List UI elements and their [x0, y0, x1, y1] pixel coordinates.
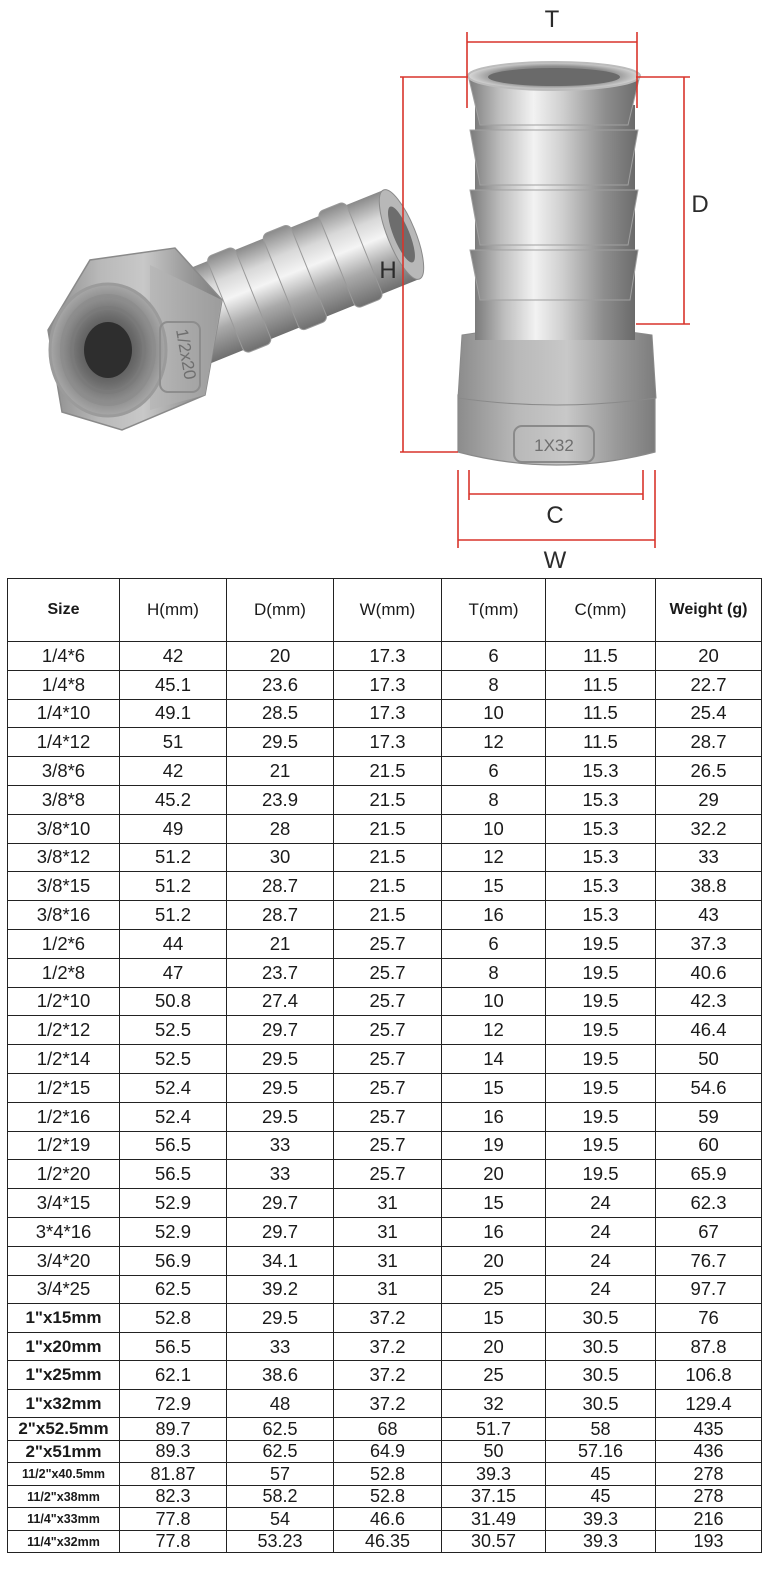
cell-t: 25 — [442, 1275, 546, 1304]
table-row — [8, 1508, 762, 1531]
cell-t: 15 — [442, 1304, 546, 1333]
cell-c: 45 — [546, 1485, 656, 1508]
cell-w: 25.7 — [334, 1102, 442, 1131]
table-row — [8, 1304, 762, 1333]
cell-size: 11/2"x40.5mm — [8, 1463, 120, 1486]
cell-size: 1/2*12 — [8, 1016, 120, 1045]
cell-d: 29.7 — [227, 1217, 334, 1246]
cell-h: 49 — [120, 814, 227, 843]
header-d: D(mm) — [227, 579, 334, 642]
cell-weight: 216 — [656, 1508, 762, 1531]
header-w: W(mm) — [334, 579, 442, 642]
cell-c: 15.3 — [546, 843, 656, 872]
cell-t: 50 — [442, 1440, 546, 1463]
cell-c: 15.3 — [546, 785, 656, 814]
table-row — [8, 1275, 762, 1304]
cell-size: 1/4*10 — [8, 699, 120, 728]
cell-c: 19.5 — [546, 1016, 656, 1045]
cell-w: 25.7 — [334, 1016, 442, 1045]
cell-c: 15.3 — [546, 757, 656, 786]
header-weight: Weight (g) — [656, 579, 762, 642]
cell-size: 1"x15mm — [8, 1304, 120, 1333]
table-row — [8, 872, 762, 901]
cell-w: 52.8 — [334, 1485, 442, 1508]
table-row — [8, 958, 762, 987]
table-row — [8, 1389, 762, 1418]
cell-d: 28 — [227, 814, 334, 843]
cell-d: 29.5 — [227, 728, 334, 757]
cell-d: 62.5 — [227, 1440, 334, 1463]
cell-c: 11.5 — [546, 670, 656, 699]
cell-size: 3/8*15 — [8, 872, 120, 901]
cell-weight: 59 — [656, 1102, 762, 1131]
product-photo — [0, 0, 771, 572]
cell-w: 31 — [334, 1275, 442, 1304]
cell-h: 51.2 — [120, 843, 227, 872]
cell-c: 11.5 — [546, 699, 656, 728]
cell-size: 3/8*8 — [8, 785, 120, 814]
cell-h: 51.2 — [120, 901, 227, 930]
cell-w: 21.5 — [334, 757, 442, 786]
cell-w: 37.2 — [334, 1332, 442, 1361]
cell-d: 23.9 — [227, 785, 334, 814]
table-row — [8, 728, 762, 757]
cell-h: 52.4 — [120, 1102, 227, 1131]
cell-weight: 28.7 — [656, 728, 762, 757]
right-fitting — [458, 62, 656, 465]
cell-t: 6 — [442, 757, 546, 786]
cell-c: 11.5 — [546, 728, 656, 757]
cell-h: 56.5 — [120, 1332, 227, 1361]
table-row — [8, 1530, 762, 1553]
table-row — [8, 1045, 762, 1074]
cell-h: 52.9 — [120, 1217, 227, 1246]
table-row — [8, 901, 762, 930]
cell-c: 15.3 — [546, 901, 656, 930]
cell-size: 1"x20mm — [8, 1332, 120, 1361]
cell-size: 1"x25mm — [8, 1361, 120, 1390]
cell-t: 6 — [442, 642, 546, 671]
cell-w: 37.2 — [334, 1304, 442, 1333]
cell-weight: 42.3 — [656, 987, 762, 1016]
cell-d: 48 — [227, 1389, 334, 1418]
cell-c: 19.5 — [546, 1160, 656, 1189]
hose-barb-diagram — [0, 0, 771, 572]
cell-d: 29.5 — [227, 1073, 334, 1102]
cell-c: 24 — [546, 1246, 656, 1275]
cell-w: 21.5 — [334, 901, 442, 930]
cell-c: 30.5 — [546, 1361, 656, 1390]
cell-c: 15.3 — [546, 814, 656, 843]
cell-t: 51.7 — [442, 1418, 546, 1441]
cell-d: 23.6 — [227, 670, 334, 699]
table-row — [8, 1361, 762, 1390]
cell-weight: 40.6 — [656, 958, 762, 987]
cell-h: 45.2 — [120, 785, 227, 814]
cell-t: 16 — [442, 901, 546, 930]
cell-c: 19.5 — [546, 1102, 656, 1131]
cell-weight: 46.4 — [656, 1016, 762, 1045]
cell-weight: 193 — [656, 1530, 762, 1553]
cell-size: 11/4"x32mm — [8, 1530, 120, 1553]
cell-w: 25.7 — [334, 1131, 442, 1160]
cell-t: 10 — [442, 987, 546, 1016]
cell-h: 51.2 — [120, 872, 227, 901]
cell-h: 52.9 — [120, 1189, 227, 1218]
cell-t: 20 — [442, 1332, 546, 1361]
cell-h: 50.8 — [120, 987, 227, 1016]
cell-size: 1/2*10 — [8, 987, 120, 1016]
cell-weight: 97.7 — [656, 1275, 762, 1304]
cell-t: 12 — [442, 1016, 546, 1045]
cell-d: 23.7 — [227, 958, 334, 987]
cell-size: 1/2*19 — [8, 1131, 120, 1160]
cell-w: 21.5 — [334, 785, 442, 814]
table-row — [8, 1440, 762, 1463]
header-t: T(mm) — [442, 579, 546, 642]
cell-h: 45.1 — [120, 670, 227, 699]
cell-t: 8 — [442, 958, 546, 987]
cell-t: 19 — [442, 1131, 546, 1160]
cell-c: 19.5 — [546, 1073, 656, 1102]
cell-c: 19.5 — [546, 987, 656, 1016]
cell-size: 1/2*16 — [8, 1102, 120, 1131]
cell-d: 54 — [227, 1508, 334, 1531]
cell-h: 89.3 — [120, 1440, 227, 1463]
cell-w: 21.5 — [334, 814, 442, 843]
cell-size: 3/8*16 — [8, 901, 120, 930]
cell-t: 8 — [442, 670, 546, 699]
cell-w: 31 — [334, 1189, 442, 1218]
cell-c: 24 — [546, 1217, 656, 1246]
cell-t: 6 — [442, 929, 546, 958]
cell-c: 30.5 — [546, 1332, 656, 1361]
spec-table-header — [8, 579, 762, 642]
cell-t: 16 — [442, 1217, 546, 1246]
cell-size: 2"x51mm — [8, 1440, 120, 1463]
cell-size: 1/4*6 — [8, 642, 120, 671]
cell-c: 15.3 — [546, 872, 656, 901]
spec-table — [7, 578, 762, 1553]
cell-d: 29.7 — [227, 1189, 334, 1218]
cell-h: 49.1 — [120, 699, 227, 728]
dim-label-c: C — [546, 502, 564, 529]
cell-t: 8 — [442, 785, 546, 814]
cell-size: 3/4*15 — [8, 1189, 120, 1218]
cell-t: 12 — [442, 843, 546, 872]
cell-t: 15 — [442, 1073, 546, 1102]
cell-h: 77.8 — [120, 1508, 227, 1531]
cell-weight: 20 — [656, 642, 762, 671]
header-size: Size — [8, 579, 120, 642]
cell-d: 33 — [227, 1160, 334, 1189]
cell-size: 3/8*6 — [8, 757, 120, 786]
table-row — [8, 814, 762, 843]
cell-size: 3/8*12 — [8, 843, 120, 872]
cell-h: 56.5 — [120, 1131, 227, 1160]
cell-d: 21 — [227, 929, 334, 958]
cell-size: 2"x52.5mm — [8, 1418, 120, 1441]
cell-weight: 87.8 — [656, 1332, 762, 1361]
cell-c: 58 — [546, 1418, 656, 1441]
cell-c: 30.5 — [546, 1304, 656, 1333]
cell-size: 1/2*14 — [8, 1045, 120, 1074]
cell-weight: 278 — [656, 1485, 762, 1508]
cell-size: 1/2*15 — [8, 1073, 120, 1102]
cell-t: 20 — [442, 1246, 546, 1275]
table-row — [8, 1131, 762, 1160]
cell-t: 10 — [442, 699, 546, 728]
cell-d: 53.23 — [227, 1530, 334, 1553]
cell-weight: 29 — [656, 785, 762, 814]
cell-h: 52.5 — [120, 1016, 227, 1045]
header-row — [8, 579, 762, 642]
cell-d: 29.5 — [227, 1102, 334, 1131]
cell-weight: 33 — [656, 843, 762, 872]
cell-t: 39.3 — [442, 1463, 546, 1486]
cell-size: 1/2*20 — [8, 1160, 120, 1189]
table-row — [8, 1332, 762, 1361]
cell-d: 28.7 — [227, 901, 334, 930]
right-stamp-text: 1X32 — [534, 436, 574, 455]
cell-size: 1"x32mm — [8, 1389, 120, 1418]
cell-weight: 54.6 — [656, 1073, 762, 1102]
table-row — [8, 1016, 762, 1045]
cell-c: 19.5 — [546, 958, 656, 987]
cell-h: 82.3 — [120, 1485, 227, 1508]
cell-c: 19.5 — [546, 1045, 656, 1074]
cell-size: 1/2*6 — [8, 929, 120, 958]
cell-t: 37.15 — [442, 1485, 546, 1508]
cell-weight: 278 — [656, 1463, 762, 1486]
cell-d: 39.2 — [227, 1275, 334, 1304]
cell-weight: 60 — [656, 1131, 762, 1160]
cell-w: 21.5 — [334, 872, 442, 901]
cell-weight: 38.8 — [656, 872, 762, 901]
cell-t: 25 — [442, 1361, 546, 1390]
table-row — [8, 670, 762, 699]
dim-label-w: W — [543, 547, 567, 572]
table-row — [8, 987, 762, 1016]
cell-d: 33 — [227, 1332, 334, 1361]
table-row — [8, 1418, 762, 1441]
cell-size: 3/4*20 — [8, 1246, 120, 1275]
cell-h: 81.87 — [120, 1463, 227, 1486]
dim-label-t: T — [544, 6, 560, 33]
cell-h: 42 — [120, 642, 227, 671]
cell-c: 39.3 — [546, 1508, 656, 1531]
cell-h: 52.5 — [120, 1045, 227, 1074]
cell-h: 62.1 — [120, 1361, 227, 1390]
cell-size: 3*4*16 — [8, 1217, 120, 1246]
cell-w: 46.6 — [334, 1508, 442, 1531]
cell-w: 52.8 — [334, 1463, 442, 1486]
header-h: H(mm) — [120, 579, 227, 642]
cell-h: 72.9 — [120, 1389, 227, 1418]
cell-h: 62.5 — [120, 1275, 227, 1304]
left-fitting — [48, 181, 434, 430]
spec-table-body — [8, 642, 762, 1553]
cell-h: 89.7 — [120, 1418, 227, 1441]
table-row — [8, 1189, 762, 1218]
cell-d: 38.6 — [227, 1361, 334, 1390]
table-row — [8, 1217, 762, 1246]
table-row — [8, 929, 762, 958]
cell-d: 62.5 — [227, 1418, 334, 1441]
cell-h: 42 — [120, 757, 227, 786]
cell-h: 56.5 — [120, 1160, 227, 1189]
cell-weight: 50 — [656, 1045, 762, 1074]
cell-w: 21.5 — [334, 843, 442, 872]
cell-h: 51 — [120, 728, 227, 757]
table-row — [8, 1485, 762, 1508]
cell-d: 21 — [227, 757, 334, 786]
cell-c: 39.3 — [546, 1530, 656, 1553]
cell-w: 68 — [334, 1418, 442, 1441]
table-row — [8, 642, 762, 671]
table-row — [8, 1160, 762, 1189]
cell-weight: 62.3 — [656, 1189, 762, 1218]
cell-c: 45 — [546, 1463, 656, 1486]
cell-w: 37.2 — [334, 1361, 442, 1390]
cell-d: 30 — [227, 843, 334, 872]
cell-t: 20 — [442, 1160, 546, 1189]
cell-d: 33 — [227, 1131, 334, 1160]
cell-c: 30.5 — [546, 1389, 656, 1418]
cell-size: 11/2"x38mm — [8, 1485, 120, 1508]
dim-label-d: D — [691, 191, 709, 218]
cell-weight: 76.7 — [656, 1246, 762, 1275]
table-row — [8, 1073, 762, 1102]
cell-t: 10 — [442, 814, 546, 843]
cell-size: 3/4*25 — [8, 1275, 120, 1304]
cell-t: 15 — [442, 872, 546, 901]
left-stamp-text: 1/2x20 — [172, 327, 200, 381]
cell-d: 29.7 — [227, 1016, 334, 1045]
cell-t: 12 — [442, 728, 546, 757]
cell-c: 19.5 — [546, 929, 656, 958]
cell-t: 16 — [442, 1102, 546, 1131]
cell-weight: 43 — [656, 901, 762, 930]
cell-w: 37.2 — [334, 1389, 442, 1418]
cell-weight: 436 — [656, 1440, 762, 1463]
cell-h: 56.9 — [120, 1246, 227, 1275]
cell-w: 31 — [334, 1246, 442, 1275]
cell-w: 25.7 — [334, 929, 442, 958]
table-row — [8, 1463, 762, 1486]
cell-weight: 37.3 — [656, 929, 762, 958]
cell-w: 17.3 — [334, 670, 442, 699]
cell-c: 19.5 — [546, 1131, 656, 1160]
cell-w: 31 — [334, 1217, 442, 1246]
cell-t: 31.49 — [442, 1508, 546, 1531]
cell-d: 29.5 — [227, 1304, 334, 1333]
cell-d: 28.5 — [227, 699, 334, 728]
cell-weight: 67 — [656, 1217, 762, 1246]
cell-d: 57 — [227, 1463, 334, 1486]
cell-c: 57.16 — [546, 1440, 656, 1463]
cell-h: 44 — [120, 929, 227, 958]
cell-t: 32 — [442, 1389, 546, 1418]
cell-weight: 65.9 — [656, 1160, 762, 1189]
cell-c: 24 — [546, 1275, 656, 1304]
cell-h: 52.8 — [120, 1304, 227, 1333]
table-row — [8, 757, 762, 786]
cell-w: 25.7 — [334, 987, 442, 1016]
table-row — [8, 1102, 762, 1131]
table-row — [8, 699, 762, 728]
table-row — [8, 1246, 762, 1275]
dim-label-h: H — [379, 257, 397, 284]
cell-w: 25.7 — [334, 1160, 442, 1189]
cell-weight: 129.4 — [656, 1389, 762, 1418]
cell-w: 17.3 — [334, 699, 442, 728]
cell-w: 17.3 — [334, 728, 442, 757]
cell-size: 1/4*8 — [8, 670, 120, 699]
cell-d: 20 — [227, 642, 334, 671]
cell-w: 25.7 — [334, 1045, 442, 1074]
cell-t: 14 — [442, 1045, 546, 1074]
cell-d: 34.1 — [227, 1246, 334, 1275]
table-row — [8, 785, 762, 814]
cell-w: 64.9 — [334, 1440, 442, 1463]
cell-weight: 26.5 — [656, 757, 762, 786]
cell-h: 77.8 — [120, 1530, 227, 1553]
cell-h: 47 — [120, 958, 227, 987]
cell-t: 30.57 — [442, 1530, 546, 1553]
cell-d: 29.5 — [227, 1045, 334, 1074]
cell-c: 11.5 — [546, 642, 656, 671]
cell-w: 17.3 — [334, 642, 442, 671]
cell-w: 46.35 — [334, 1530, 442, 1553]
cell-weight: 106.8 — [656, 1361, 762, 1390]
cell-size: 1/4*12 — [8, 728, 120, 757]
cell-d: 58.2 — [227, 1485, 334, 1508]
cell-size: 1/2*8 — [8, 958, 120, 987]
cell-weight: 435 — [656, 1418, 762, 1441]
cell-size: 11/4"x33mm — [8, 1508, 120, 1531]
header-c: C(mm) — [546, 579, 656, 642]
cell-h: 52.4 — [120, 1073, 227, 1102]
table-row — [8, 843, 762, 872]
cell-weight: 76 — [656, 1304, 762, 1333]
cell-t: 15 — [442, 1189, 546, 1218]
cell-d: 28.7 — [227, 872, 334, 901]
cell-d: 27.4 — [227, 987, 334, 1016]
cell-weight: 32.2 — [656, 814, 762, 843]
cell-weight: 22.7 — [656, 670, 762, 699]
cell-size: 3/8*10 — [8, 814, 120, 843]
cell-w: 25.7 — [334, 1073, 442, 1102]
cell-w: 25.7 — [334, 958, 442, 987]
cell-c: 24 — [546, 1189, 656, 1218]
cell-weight: 25.4 — [656, 699, 762, 728]
